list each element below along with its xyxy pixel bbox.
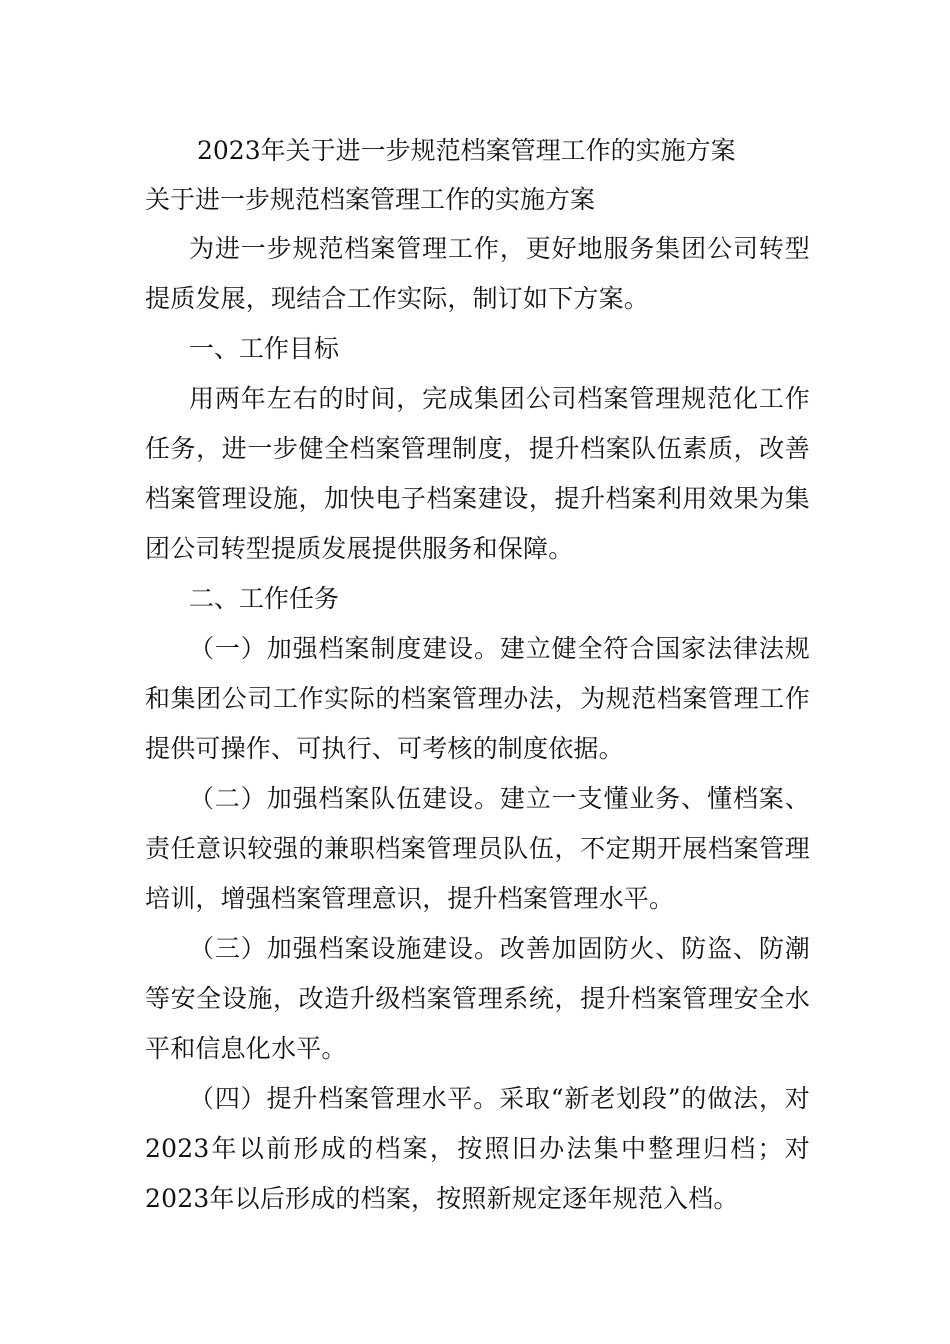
task-item-3: （三）加强档案设施建设。改善加固防火、防盗、防潮等安全设施，改造升级档案管理系统，提升档案管理安全水平和信息化水平。	[145, 934, 810, 1063]
document-subtitle: 关于进一步规范档案管理工作的实施方案	[145, 185, 596, 214]
intro-paragraph: 为进一步规范档案管理工作，更好地服务集团公司转型提质发展，现结合工作实际，制订如下方案。	[145, 234, 810, 313]
task-item-1: （一）加强档案制度建设。建立健全符合国家法律法规和集团公司工作实际的档案管理办法，为规范档案管理工作提供可操作、可执行、可考核的制度依据。	[145, 634, 810, 763]
document-body	[145, 126, 810, 1224]
section-heading-goals: 一、工作目标	[189, 334, 340, 363]
task-item-2: （二）加强档案队伍建设。建立一支懂业务、懂档案、责任意识较强的兼职档案管理员队伍，不定期开展档案管理培训，增强档案管理意识，提升档案管理水平。	[145, 784, 810, 913]
goals-paragraph: 用两年左右的时间，完成集团公司档案管理规范化工作任务，进一步健全档案管理制度，提升档案队伍素质，改善档案管理设施，加快电子档案建设，提升档案利用效果为集团公司转型提质发展提供服务和保障。	[145, 384, 810, 563]
document-title: 2023年关于进一步规范档案管理工作的实施方案	[197, 136, 736, 165]
task-item-4: （四）提升档案管理水平。采取“新老划段”的做法，对2023年以前形成的档案，按照旧办法集中整理归档；对2023年以后形成的档案，按照新规定逐年规范入档。	[145, 1084, 810, 1213]
section-heading-tasks: 二、工作任务	[189, 584, 340, 613]
